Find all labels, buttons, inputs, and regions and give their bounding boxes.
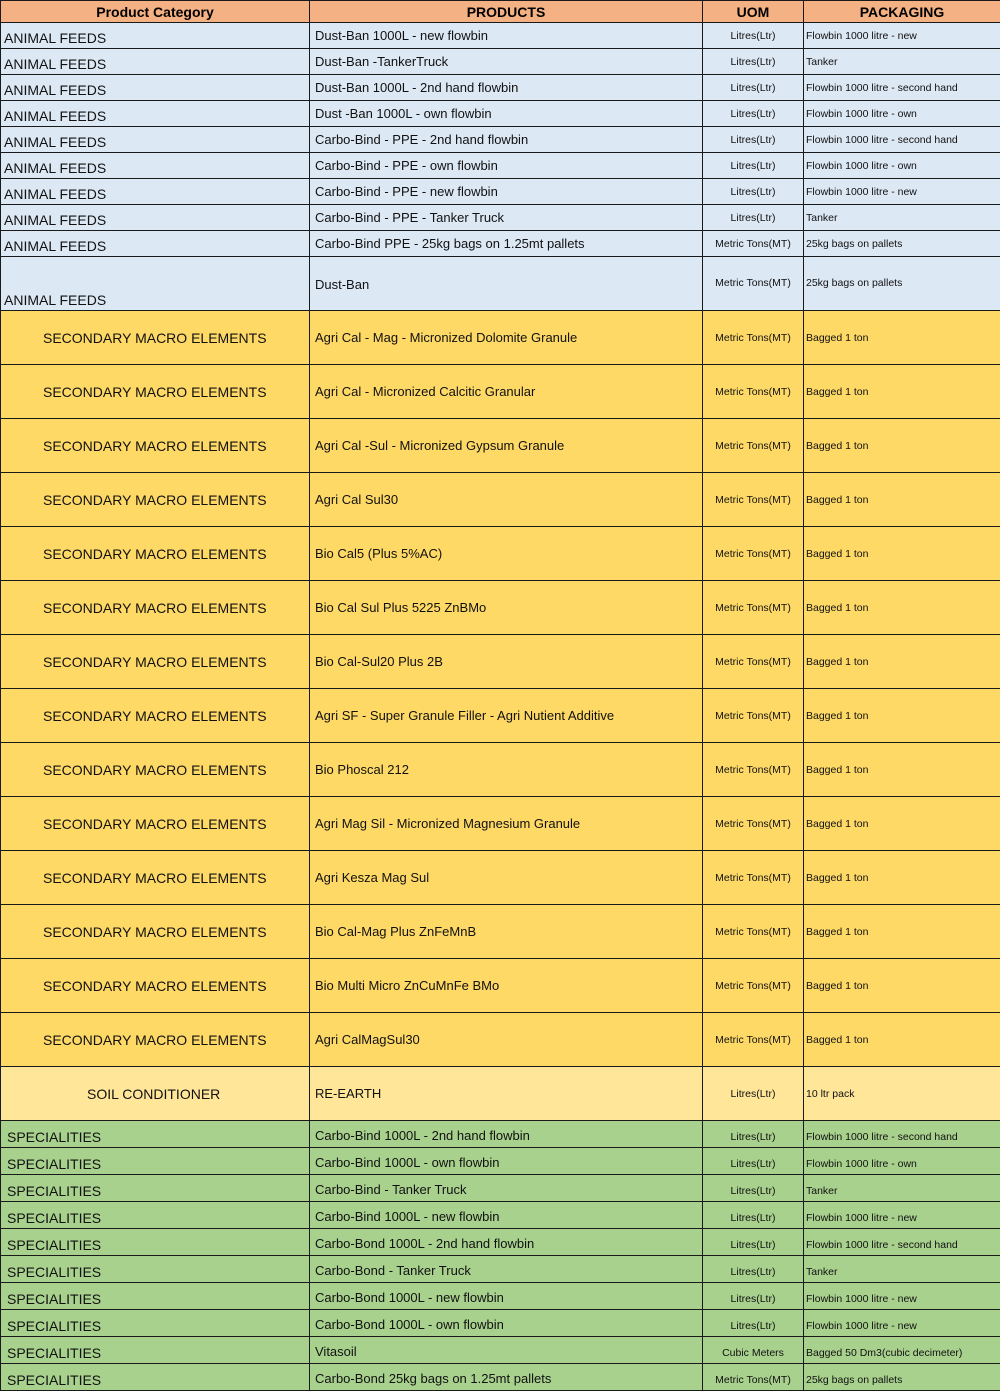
category-cell: SPECIALITIES <box>1 1256 310 1283</box>
category-cell: SECONDARY MACRO ELEMENTS <box>1 905 310 959</box>
product-cell: Carbo-Bond 25kg bags on 1.25mt pallets <box>310 1364 703 1391</box>
table-row <box>1 473 1000 527</box>
packaging-cell: Tanker <box>804 1175 1000 1202</box>
uom-cell: Metric Tons(MT) <box>703 1364 804 1391</box>
uom-cell: Metric Tons(MT) <box>703 905 804 959</box>
product-cell: Bio Phoscal 212 <box>310 743 703 797</box>
category-cell: ANIMAL FEEDS <box>1 75 310 101</box>
product-cell: Agri Cal Sul30 <box>310 473 703 527</box>
uom-cell: Metric Tons(MT) <box>703 365 804 419</box>
category-cell: ANIMAL FEEDS <box>1 205 310 231</box>
packaging-cell: Bagged 1 ton <box>804 797 1000 851</box>
uom-cell: Metric Tons(MT) <box>703 311 804 365</box>
packaging-cell: Flowbin 1000 litre - new <box>804 1310 1000 1337</box>
packaging-cell: 25kg bags on pallets <box>804 257 1000 311</box>
packaging-cell: Bagged 1 ton <box>804 743 1000 797</box>
table-row <box>1 365 1000 419</box>
category-cell: ANIMAL FEEDS <box>1 179 310 205</box>
table-row <box>1 689 1000 743</box>
product-cell: Agri Mag Sil - Micronized Magnesium Granule <box>310 797 703 851</box>
packaging-cell: Bagged 1 ton <box>804 419 1000 473</box>
packaging-cell: Tanker <box>804 205 1000 231</box>
category-cell: SECONDARY MACRO ELEMENTS <box>1 959 310 1013</box>
packaging-cell: Bagged 1 ton <box>804 581 1000 635</box>
uom-cell: Litres(Ltr) <box>703 49 804 75</box>
uom-cell: Litres(Ltr) <box>703 1202 804 1229</box>
table-row <box>1 1256 1000 1283</box>
uom-cell: Litres(Ltr) <box>703 1283 804 1310</box>
product-cell: Agri Cal - Micronized Calcitic Granular <box>310 365 703 419</box>
table-row <box>1 205 1000 231</box>
table-header <box>1 1 1000 23</box>
product-cell: Carbo-Bind - PPE - new flowbin <box>310 179 703 205</box>
product-cell: Dust-Ban 1000L - new flowbin <box>310 23 703 49</box>
product-cell: RE-EARTH <box>310 1067 703 1121</box>
product-cell: Agri Cal -Sul - Micronized Gypsum Granule <box>310 419 703 473</box>
table-row <box>1 49 1000 75</box>
packaging-cell: 25kg bags on pallets <box>804 231 1000 257</box>
packaging-cell: Flowbin 1000 litre - own <box>804 1148 1000 1175</box>
category-cell: SPECIALITIES <box>1 1121 310 1148</box>
product-cell: Dust-Ban -TankerTruck <box>310 49 703 75</box>
category-cell: SECONDARY MACRO ELEMENTS <box>1 851 310 905</box>
uom-cell: Metric Tons(MT) <box>703 851 804 905</box>
table-row <box>1 1148 1000 1175</box>
table-row <box>1 75 1000 101</box>
product-cell: Carbo-Bind 1000L - own flowbin <box>310 1148 703 1175</box>
category-cell: SECONDARY MACRO ELEMENTS <box>1 473 310 527</box>
product-cell: Dust-Ban 1000L - 2nd hand flowbin <box>310 75 703 101</box>
table-row <box>1 797 1000 851</box>
category-cell: SECONDARY MACRO ELEMENTS <box>1 635 310 689</box>
table-row <box>1 257 1000 311</box>
packaging-cell: 10 ltr pack <box>804 1067 1000 1121</box>
packaging-cell: Bagged 1 ton <box>804 1013 1000 1067</box>
uom-cell: Metric Tons(MT) <box>703 635 804 689</box>
uom-cell: Cubic Meters <box>703 1337 804 1364</box>
packaging-cell: Tanker <box>804 1256 1000 1283</box>
uom-cell: Metric Tons(MT) <box>703 797 804 851</box>
uom-cell: Litres(Ltr) <box>703 75 804 101</box>
table-row <box>1 1337 1000 1364</box>
table-row <box>1 959 1000 1013</box>
category-cell: SECONDARY MACRO ELEMENTS <box>1 797 310 851</box>
uom-cell: Litres(Ltr) <box>703 205 804 231</box>
product-cell: Carbo-Bond 1000L - own flowbin <box>310 1310 703 1337</box>
product-cell: Agri Cal - Mag - Micronized Dolomite Granule <box>310 311 703 365</box>
product-cell: Bio Multi Micro ZnCuMnFe BMo <box>310 959 703 1013</box>
uom-cell: Metric Tons(MT) <box>703 231 804 257</box>
category-cell: ANIMAL FEEDS <box>1 127 310 153</box>
packaging-cell: Flowbin 1000 litre - second hand <box>804 1229 1000 1256</box>
packaging-cell: Bagged 1 ton <box>804 635 1000 689</box>
product-cell: Carbo-Bind PPE - 25kg bags on 1.25mt pallets <box>310 231 703 257</box>
table-row <box>1 153 1000 179</box>
category-cell: SECONDARY MACRO ELEMENTS <box>1 311 310 365</box>
table-row <box>1 1310 1000 1337</box>
category-cell: ANIMAL FEEDS <box>1 49 310 75</box>
table-row <box>1 179 1000 205</box>
uom-cell: Litres(Ltr) <box>703 1256 804 1283</box>
product-cell: Bio Cal-Mag Plus ZnFeMnB <box>310 905 703 959</box>
product-cell: Carbo-Bind 1000L - new flowbin <box>310 1202 703 1229</box>
header-product-category: Product Category <box>1 1 310 23</box>
uom-cell: Litres(Ltr) <box>703 1148 804 1175</box>
uom-cell: Metric Tons(MT) <box>703 689 804 743</box>
packaging-cell: Flowbin 1000 litre - new <box>804 1283 1000 1310</box>
packaging-cell: Bagged 1 ton <box>804 365 1000 419</box>
category-cell: SOIL CONDITIONER <box>1 1067 310 1121</box>
table-row <box>1 23 1000 49</box>
product-cell: Carbo-Bind 1000L - 2nd hand flowbin <box>310 1121 703 1148</box>
uom-cell: Metric Tons(MT) <box>703 1013 804 1067</box>
uom-cell: Litres(Ltr) <box>703 1175 804 1202</box>
packaging-cell: Bagged 1 ton <box>804 905 1000 959</box>
uom-cell: Litres(Ltr) <box>703 153 804 179</box>
product-cell: Carbo-Bind - Tanker Truck <box>310 1175 703 1202</box>
table-row <box>1 1175 1000 1202</box>
category-cell: SPECIALITIES <box>1 1283 310 1310</box>
category-cell: SECONDARY MACRO ELEMENTS <box>1 419 310 473</box>
table-row <box>1 1013 1000 1067</box>
table-row <box>1 635 1000 689</box>
product-cell: Carbo-Bond 1000L - 2nd hand flowbin <box>310 1229 703 1256</box>
category-cell: SECONDARY MACRO ELEMENTS <box>1 365 310 419</box>
table-row <box>1 1202 1000 1229</box>
table-row <box>1 1364 1000 1391</box>
packaging-cell: Tanker <box>804 49 1000 75</box>
packaging-cell: Bagged 50 Dm3(cubic decimeter) <box>804 1337 1000 1364</box>
packaging-cell: Flowbin 1000 litre - second hand <box>804 1121 1000 1148</box>
packaging-cell: Flowbin 1000 litre - own <box>804 101 1000 127</box>
header-uom: UOM <box>703 1 804 23</box>
packaging-cell: Flowbin 1000 litre - new <box>804 1202 1000 1229</box>
category-cell: SPECIALITIES <box>1 1364 310 1391</box>
category-cell: SPECIALITIES <box>1 1310 310 1337</box>
table-row <box>1 1067 1000 1121</box>
table-row <box>1 311 1000 365</box>
product-cell: Carbo-Bond 1000L - new flowbin <box>310 1283 703 1310</box>
category-cell: ANIMAL FEEDS <box>1 23 310 49</box>
packaging-cell: Bagged 1 ton <box>804 689 1000 743</box>
category-cell: ANIMAL FEEDS <box>1 101 310 127</box>
category-cell: SPECIALITIES <box>1 1202 310 1229</box>
product-cell: Dust -Ban 1000L - own flowbin <box>310 101 703 127</box>
table-row <box>1 1121 1000 1148</box>
packaging-cell: Bagged 1 ton <box>804 527 1000 581</box>
packaging-cell: Flowbin 1000 litre - second hand <box>804 127 1000 153</box>
table-row <box>1 127 1000 153</box>
product-cell: Agri Kesza Mag Sul <box>310 851 703 905</box>
product-cell: Dust-Ban <box>310 257 703 311</box>
header-row <box>1 1 1000 23</box>
product-cell: Carbo-Bind - PPE - Tanker Truck <box>310 205 703 231</box>
uom-cell: Metric Tons(MT) <box>703 743 804 797</box>
table-row <box>1 581 1000 635</box>
table-row <box>1 1229 1000 1256</box>
table-row <box>1 419 1000 473</box>
uom-cell: Metric Tons(MT) <box>703 257 804 311</box>
uom-cell: Metric Tons(MT) <box>703 419 804 473</box>
packaging-cell: Bagged 1 ton <box>804 473 1000 527</box>
packaging-cell: Flowbin 1000 litre - new <box>804 179 1000 205</box>
uom-cell: Litres(Ltr) <box>703 127 804 153</box>
uom-cell: Litres(Ltr) <box>703 1310 804 1337</box>
uom-cell: Litres(Ltr) <box>703 23 804 49</box>
category-cell: SECONDARY MACRO ELEMENTS <box>1 581 310 635</box>
packaging-cell: 25kg bags on pallets <box>804 1364 1000 1391</box>
uom-cell: Metric Tons(MT) <box>703 581 804 635</box>
packaging-cell: Flowbin 1000 litre - new <box>804 23 1000 49</box>
product-cell: Carbo-Bind - PPE - 2nd hand flowbin <box>310 127 703 153</box>
uom-cell: Litres(Ltr) <box>703 101 804 127</box>
packaging-cell: Bagged 1 ton <box>804 851 1000 905</box>
table-row <box>1 905 1000 959</box>
table-row <box>1 1283 1000 1310</box>
table-row <box>1 851 1000 905</box>
uom-cell: Litres(Ltr) <box>703 179 804 205</box>
product-cell: Carbo-Bind - PPE - own flowbin <box>310 153 703 179</box>
category-cell: SECONDARY MACRO ELEMENTS <box>1 1013 310 1067</box>
table-row <box>1 743 1000 797</box>
header-packaging: PACKAGING <box>804 1 1000 23</box>
category-cell: SECONDARY MACRO ELEMENTS <box>1 743 310 797</box>
category-cell: ANIMAL FEEDS <box>1 231 310 257</box>
category-cell: SPECIALITIES <box>1 1148 310 1175</box>
packaging-cell: Bagged 1 ton <box>804 311 1000 365</box>
packaging-cell: Flowbin 1000 litre - second hand <box>804 75 1000 101</box>
category-cell: SPECIALITIES <box>1 1229 310 1256</box>
category-cell: ANIMAL FEEDS <box>1 257 310 311</box>
packaging-cell: Flowbin 1000 litre - own <box>804 153 1000 179</box>
product-cell: Vitasoil <box>310 1337 703 1364</box>
uom-cell: Metric Tons(MT) <box>703 959 804 1013</box>
table-body <box>1 23 1000 1391</box>
product-cell: Agri SF - Super Granule Filler - Agri Nutient Additive <box>310 689 703 743</box>
product-cell: Bio Cal Sul Plus 5225 ZnBMo <box>310 581 703 635</box>
category-cell: ANIMAL FEEDS <box>1 153 310 179</box>
table-row <box>1 101 1000 127</box>
header-products: PRODUCTS <box>310 1 703 23</box>
uom-cell: Litres(Ltr) <box>703 1067 804 1121</box>
uom-cell: Litres(Ltr) <box>703 1121 804 1148</box>
uom-cell: Metric Tons(MT) <box>703 473 804 527</box>
uom-cell: Litres(Ltr) <box>703 1229 804 1256</box>
table-row <box>1 231 1000 257</box>
category-cell: SPECIALITIES <box>1 1175 310 1202</box>
product-cell: Bio Cal5 (Plus 5%AC) <box>310 527 703 581</box>
product-cell: Agri CalMagSul30 <box>310 1013 703 1067</box>
uom-cell: Metric Tons(MT) <box>703 527 804 581</box>
category-cell: SECONDARY MACRO ELEMENTS <box>1 527 310 581</box>
product-cell: Carbo-Bond - Tanker Truck <box>310 1256 703 1283</box>
packaging-cell: Bagged 1 ton <box>804 959 1000 1013</box>
table-row <box>1 527 1000 581</box>
category-cell: SECONDARY MACRO ELEMENTS <box>1 689 310 743</box>
category-cell: SPECIALITIES <box>1 1337 310 1364</box>
product-cell: Bio Cal-Sul20 Plus 2B <box>310 635 703 689</box>
